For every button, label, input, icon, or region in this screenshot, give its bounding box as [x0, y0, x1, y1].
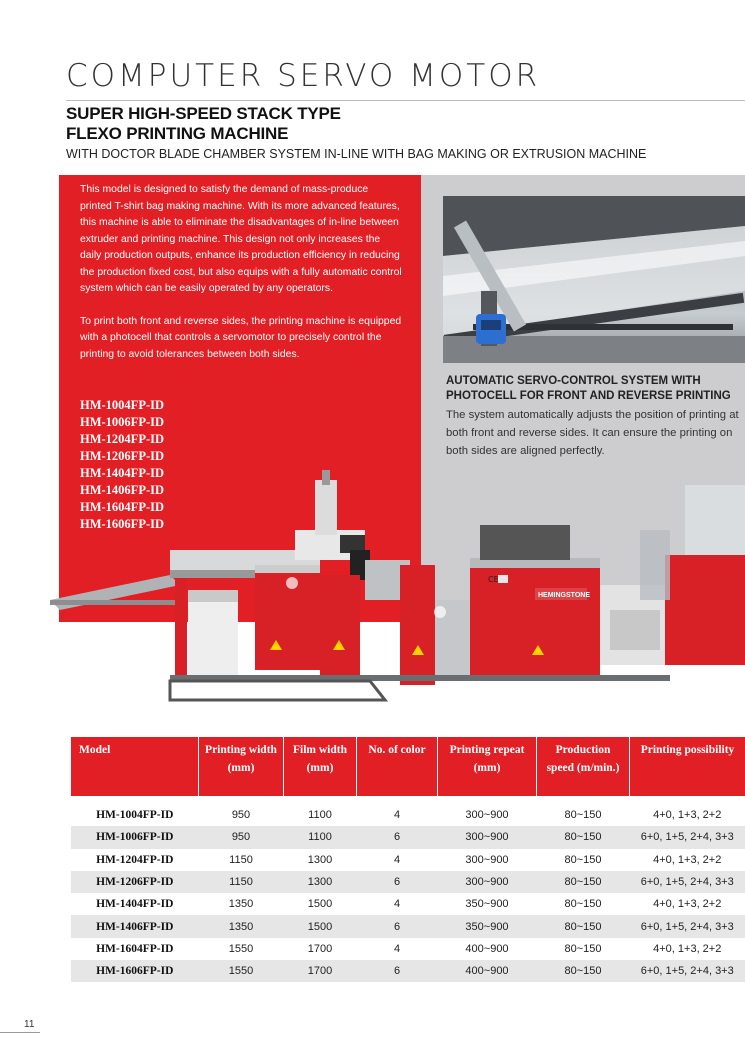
table-cell: 1300	[307, 853, 333, 866]
column-header-no-of-color: No. of color	[357, 737, 438, 796]
table-cell: 4+0, 1+3, 2+2	[653, 942, 722, 955]
table-cell-model: HM-1004FP-ID	[96, 809, 174, 822]
page-title: COMPUTER SERVO MOTOR	[66, 58, 541, 94]
printing-machine-photo	[40, 470, 745, 710]
table-cell: 300~900	[438, 871, 537, 893]
table-cell: 4+0, 1+3, 2+2	[653, 809, 722, 822]
table-cell: 400~900	[438, 960, 537, 982]
table-cell: 300~900	[465, 853, 509, 866]
intro-paragraph-1: This model is designed to satisfy the demand of mass-produce printed T-shirt bag making machine. With its more advanced features, this machine is able to eliminate the disadvantages of in-line between extruder and printing machine. This design not only increases the daily production outputs, enhance its production efficiency in reducing the production fixed cost, but also equips with a fully automatic control system which can be easily operated by any operators.	[80, 184, 402, 294]
column-header-model: Model	[71, 737, 199, 796]
table-cell-model: HM-1204FP-ID	[96, 853, 174, 866]
brand-plate: HEMINGSTONE	[538, 592, 590, 599]
table-cell: 6	[357, 826, 438, 848]
feature-heading-line-1: AUTOMATIC SERVO-CONTROL SYSTEM WITH	[446, 375, 701, 387]
table-cell: 1500	[307, 898, 333, 911]
table-cell: 1700	[284, 960, 357, 982]
subtitle-line-2: FLEXO PRINTING MACHINE	[66, 124, 289, 143]
table-cell: 1350	[228, 898, 254, 911]
table-cell: 4	[393, 853, 401, 866]
table-cell-model: HM-1006FP-ID	[71, 826, 199, 848]
table-cell: 80~150	[564, 853, 602, 866]
model-list-item: HM-1204FP-ID	[80, 432, 165, 446]
table-cell: 1300	[284, 871, 357, 893]
table-header-row	[71, 737, 745, 796]
table-cell-model: HM-1606FP-ID	[71, 960, 199, 982]
table-cell: 6+0, 1+5, 2+4, 3+3	[630, 915, 745, 937]
table-row	[71, 938, 745, 960]
ce-mark: CE	[488, 575, 499, 584]
table-cell: 4	[393, 898, 401, 911]
table-cell-model: HM-1406FP-ID	[71, 915, 199, 937]
page-number-rule	[0, 1032, 40, 1033]
model-list-item: HM-1604FP-ID	[80, 500, 165, 514]
table-cell: 1350	[199, 915, 284, 937]
table-cell: 80~150	[537, 960, 630, 982]
table-cell: 300~900	[465, 809, 509, 822]
table-cell: 1150	[199, 871, 284, 893]
intro-paragraph-2: To print both front and reverse sides, the printing machine is equipped with a photocell that controls a servomotor to precisely control the printing to avoid tolerances between both sides.	[80, 315, 402, 360]
table-cell: 6	[357, 871, 438, 893]
table-row	[71, 804, 745, 826]
subtitle-line-1: SUPER HIGH-SPEED STACK TYPE	[66, 104, 341, 123]
page-number: 11	[24, 1019, 35, 1030]
table-cell: 950	[231, 809, 251, 822]
column-header-printing-possibility: Printing possibility	[630, 737, 745, 796]
table-row	[71, 849, 745, 871]
feature-description: The system automatically adjusts the position of printing at both front and reverse sides. It can ensure the printing on both sides are aligned perfectly.	[446, 409, 739, 457]
table-cell: 6+0, 1+5, 2+4, 3+3	[630, 826, 745, 848]
table-cell-model: HM-1604FP-ID	[96, 942, 174, 955]
feature-heading-line-2: PHOTOCELL FOR FRONT AND REVERSE PRINTING	[446, 390, 731, 402]
table-row	[71, 871, 745, 893]
table-cell: 6+0, 1+5, 2+4, 3+3	[630, 960, 745, 982]
table-cell: 350~900	[438, 915, 537, 937]
table-cell: 80~150	[537, 915, 630, 937]
table-cell: 400~900	[465, 942, 509, 955]
table-cell: 1150	[229, 853, 253, 866]
table-cell: 80~150	[537, 871, 630, 893]
model-list-item: HM-1404FP-ID	[80, 466, 165, 480]
title-divider	[66, 100, 745, 101]
specification-table	[71, 737, 745, 982]
table-cell: 1700	[307, 942, 333, 955]
column-header-printing-width: Printing width (mm)	[199, 737, 284, 796]
table-cell: 4+0, 1+3, 2+2	[653, 853, 722, 866]
table-row	[71, 960, 745, 982]
table-cell: 4	[393, 942, 401, 955]
table-row	[71, 915, 745, 937]
table-spacer	[71, 796, 745, 804]
intro-text	[80, 182, 402, 379]
table-cell: 4+0, 1+3, 2+2	[653, 898, 722, 911]
subtitle-line-3: WITH DOCTOR BLADE CHAMBER SYSTEM IN-LINE WITH BAG MAKING OR EXTRUSION MACHINE	[66, 147, 647, 161]
table-cell: 350~900	[465, 898, 509, 911]
column-header-printing-repeat: Printing repeat (mm)	[438, 737, 537, 796]
model-list-item: HM-1006FP-ID	[80, 415, 165, 429]
table-cell-model: HM-1206FP-ID	[71, 871, 199, 893]
table-cell: 80~150	[537, 826, 630, 848]
table-cell: 1100	[308, 809, 332, 822]
photocell-illustration	[443, 196, 745, 363]
table-row	[71, 826, 745, 848]
model-list-item: HM-1406FP-ID	[80, 483, 165, 497]
table-cell: 300~900	[438, 826, 537, 848]
model-list-item: HM-1606FP-ID	[80, 517, 165, 531]
column-header-film-width: Film width (mm)	[284, 737, 357, 796]
table-cell-model: HM-1404FP-ID	[96, 898, 174, 911]
photocell-closeup-photo	[443, 196, 745, 363]
table-cell: 80~150	[564, 809, 602, 822]
column-header-production-speed: Production speed (m/min.)	[537, 737, 630, 796]
table-cell: 950	[199, 826, 284, 848]
table-cell: 1500	[284, 915, 357, 937]
model-list-item: HM-1206FP-ID	[80, 449, 165, 463]
table-cell: 6	[357, 915, 438, 937]
model-list-item: HM-1004FP-ID	[80, 398, 165, 412]
table-row	[71, 893, 745, 915]
table-cell: 1550	[199, 960, 284, 982]
table-cell: 6	[357, 960, 438, 982]
table-cell: 1550	[228, 942, 254, 955]
table-cell: 80~150	[564, 942, 602, 955]
table-cell: 6+0, 1+5, 2+4, 3+3	[630, 871, 745, 893]
table-cell: 80~150	[564, 898, 602, 911]
table-cell: 1100	[284, 826, 357, 848]
table-cell: 4	[393, 809, 401, 822]
